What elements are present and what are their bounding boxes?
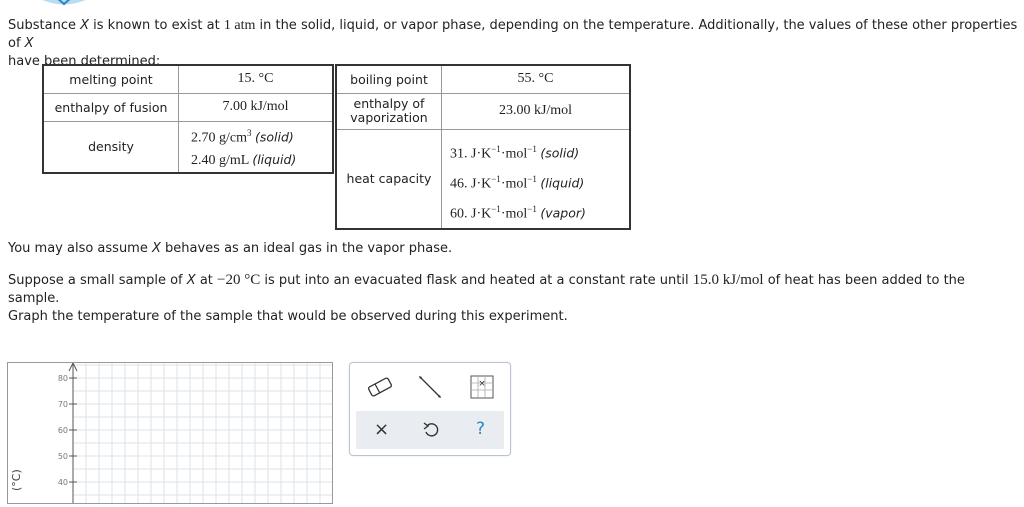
heat-capacity-label: heat capacity [336,129,442,229]
properties-table-left [42,64,334,174]
help-icon[interactable]: ? [476,419,486,439]
melting-point-value: 15. °C [179,65,334,93]
graph-canvas[interactable] [8,363,332,503]
y-tick-label: 50 [57,452,68,461]
melting-point-label: melting point [43,65,179,93]
y-axis-label: (°C) [10,469,23,491]
enthalpy-vaporization-value: 23.00 kJ/mol [442,93,631,129]
boiling-point-label: boiling point [336,65,442,93]
clear-icon[interactable]: × [374,419,390,440]
heat-capacity-solid: 31. $J\cdot K^{-1}\cdot mol^{-1}$ (solid) [450,143,580,162]
collapse-chevron-icon[interactable] [38,0,90,10]
problem-intro: Substance X is known to exist at 1 atm in the solid, liquid, or vapor phase, depending on the temperature. Additionally, the values of these other properties of X have been determined: [8,18,1018,69]
heat-capacity-liquid: 46. $J\cdot K^{-1}\cdot mol^{-1}$ (liquid) [450,173,585,192]
question-text: Suppose a small sample of X at −20 °C is put into an evacuated flask and heated at a constant rate until 15.0 kJ/mol of heat has been added to the sample. Graph the temperature of the sample that would be observed during this experiment. [8,272,965,324]
boiling-point-value: 55. °C [442,65,631,93]
svg-text:×: × [478,379,486,389]
undo-icon[interactable] [422,421,440,439]
heat-capacity-values [442,129,631,229]
enthalpy-fusion-value: 7.00 kJ/mol [179,93,334,121]
eraser-icon[interactable] [366,375,394,399]
properties-table-right [335,64,631,230]
y-tick-label: 40 [57,478,68,487]
density-label: density [43,121,179,173]
density-value: 2.70 $g/cm^3$ (solid) 2.40 g/mL (liquid) [179,121,334,173]
heat-capacity-vapor: 60. $J\cdot K^{-1}\cdot mol^{-1}$ (vapor) [450,203,586,222]
temperature-graph[interactable] [7,362,333,504]
enthalpy-vaporization-label: enthalpy of vaporization [336,93,442,129]
y-tick-label: 60 [57,426,68,435]
toolbox-actions [356,411,504,449]
enthalpy-fusion-label: enthalpy of fusion [43,93,179,121]
grid-icon[interactable] [468,373,496,401]
y-tick-label: 80 [57,374,68,383]
graph-toolbox [349,362,511,456]
ideal-gas-assumption: You may also assume X behaves as an ideal gas in the vapor phase. [8,241,453,256]
line-segment-icon[interactable] [416,373,444,401]
y-tick-label: 70 [57,400,68,409]
